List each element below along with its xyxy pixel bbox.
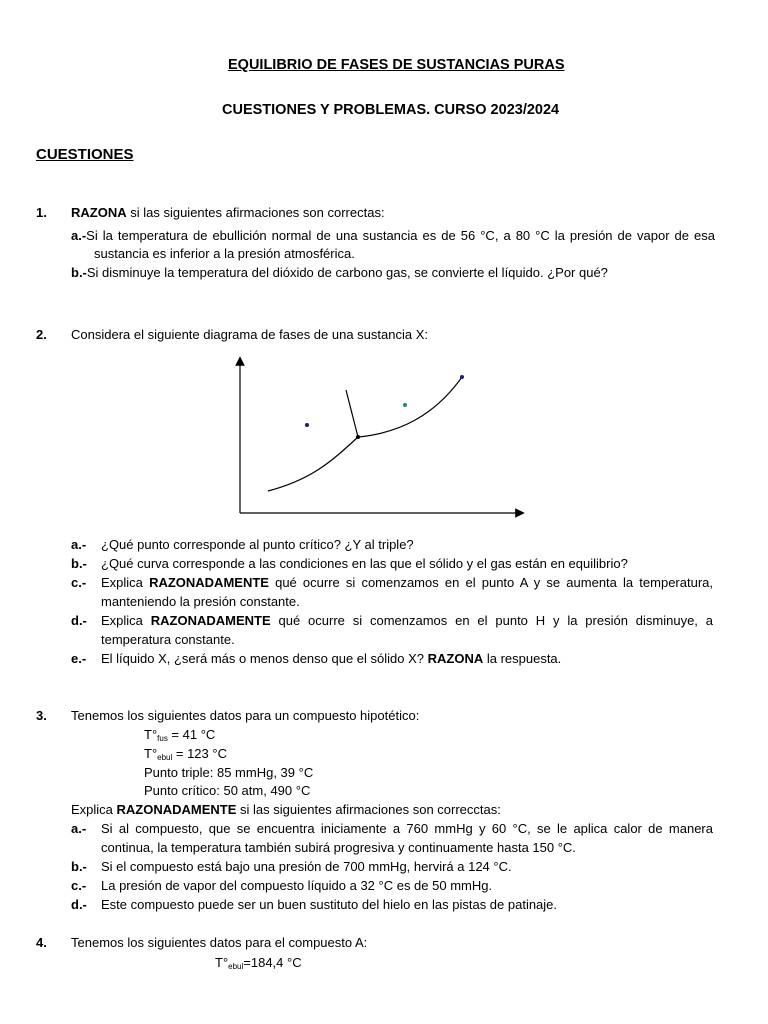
q1-a-label: a.- bbox=[71, 228, 87, 243]
q1-item-b bbox=[71, 265, 608, 280]
q3-b-text: Si el compuesto está bajo una presión de 700 mmHg, hervirá a 124 °C. bbox=[101, 859, 512, 874]
q3-tebul-symbol: T° bbox=[144, 746, 158, 761]
q3-item-a bbox=[71, 821, 86, 836]
q1-b-text: Si disminuye la temperatura del dióxido de carbono gas, se convierte el líquido. ¿Por qué? bbox=[86, 265, 608, 280]
q3-tfus-symbol: T° bbox=[144, 727, 158, 742]
q1-lead bbox=[71, 205, 385, 220]
section-heading: CUESTIONES bbox=[36, 146, 134, 163]
q4-tebul-value: =184,4 °C bbox=[243, 955, 302, 970]
q2-c-line2: manteniendo la presión constante. bbox=[101, 594, 300, 609]
q2-c-post: qué ocurre si comenzamos en el punto A y se aumenta la temperatura, bbox=[268, 575, 713, 590]
q3-a-line2: continua, la temperatura también subirá progresiva y continuamente hasta 150 °C. bbox=[101, 840, 576, 855]
q3-a-line1 bbox=[101, 821, 713, 836]
q3-b-label: b.- bbox=[71, 859, 87, 874]
q2-d-line2: temperatura constante. bbox=[101, 632, 235, 647]
q3-tfus-sub: fus bbox=[157, 734, 168, 743]
q3-critical-point: Punto crítico: 50 atm, 490 °C bbox=[144, 783, 311, 798]
vaporization-curve bbox=[358, 377, 462, 437]
document-subtitle: CUESTIONES Y PROBLEMAS. CURSO 2023/2024 bbox=[222, 102, 560, 118]
triple-point bbox=[356, 435, 360, 439]
q2-a-label: a.- bbox=[71, 537, 87, 552]
q2-d-bold: RAZONADAMENTE bbox=[150, 613, 271, 628]
q3-triple-point: Punto triple: 85 mmHg, 39 °C bbox=[144, 765, 314, 780]
q2-c-pre: Explica bbox=[101, 575, 150, 590]
q1-b-label: b.- bbox=[71, 265, 87, 280]
q2-e-label: e.- bbox=[71, 651, 87, 666]
q4-number: 4. bbox=[36, 935, 47, 950]
q3-number: 3. bbox=[36, 708, 47, 723]
q2-d-label: d.- bbox=[71, 613, 87, 628]
q3-c-text: La presión de vapor del compuesto líquido a 32 °C es de 50 mmHg. bbox=[101, 878, 493, 893]
q2-number: 2. bbox=[36, 327, 47, 342]
q2-e-pre: El líquido X, ¿será más o menos denso que el sólido X? bbox=[101, 651, 428, 666]
q2-c-line1 bbox=[101, 575, 713, 590]
q2-item-e bbox=[71, 651, 86, 666]
q3-tebul bbox=[144, 746, 227, 762]
q2-e-bold: RAZONA bbox=[427, 651, 484, 666]
q3-a-label: a.- bbox=[71, 821, 87, 836]
q1-lead-bold: RAZONA bbox=[71, 205, 127, 220]
q3-explica-pre: Explica bbox=[71, 802, 117, 817]
q3-lead: Tenemos los siguientes datos para un compuesto hipotético: bbox=[71, 708, 420, 723]
critical-point bbox=[460, 375, 464, 379]
q2-item-c bbox=[71, 575, 86, 590]
q2-b-text: ¿Qué curva corresponde a las condiciones en las que el sólido y el gas están en equilibrio? bbox=[101, 556, 628, 571]
document-title: EQUILIBRIO DE FASES DE SUSTANCIAS PURAS bbox=[228, 57, 565, 73]
q2-a-text: ¿Qué punto corresponde al punto crítico? ¿Y al triple? bbox=[101, 537, 414, 552]
q3-item-c bbox=[71, 878, 86, 893]
sublimation-curve bbox=[268, 437, 358, 491]
fusion-curve bbox=[346, 390, 358, 437]
q4-tebul-sub: ebul bbox=[228, 962, 244, 971]
q4-tebul bbox=[215, 955, 302, 971]
q1-number: 1. bbox=[36, 205, 47, 220]
q3-d-label: d.- bbox=[71, 897, 87, 912]
q3-tebul-sub: ebul bbox=[157, 753, 173, 762]
q2-e-text bbox=[101, 651, 561, 666]
point-liquid-region bbox=[403, 403, 407, 407]
q3-tebul-value: = 123 °C bbox=[172, 746, 227, 761]
q3-item-b bbox=[71, 859, 87, 874]
point-solid-region bbox=[305, 423, 309, 427]
q3-item-d bbox=[71, 897, 87, 912]
q3-explica bbox=[71, 802, 501, 817]
q3-a-line1-text: Si al compuesto, que se encuentra iniciamente a 760 mmHg y 60 °C, se le aplica calor de manera bbox=[101, 821, 713, 836]
q2-item-b bbox=[71, 556, 87, 571]
q3-explica-post: si las siguientes afirmaciones son correcctas: bbox=[236, 802, 501, 817]
q2-e-post: la respuesta. bbox=[483, 651, 562, 666]
q1-lead-text: si las siguientes afirmaciones son correctas: bbox=[126, 205, 385, 220]
q2-d-line1 bbox=[101, 613, 713, 628]
q4-tebul-symbol: T° bbox=[215, 955, 229, 970]
q4-lead: Tenemos los siguientes datos para el compuesto A: bbox=[71, 935, 368, 950]
q3-explica-bold: RAZONADAMENTE bbox=[116, 802, 237, 817]
q1-item-a bbox=[71, 228, 715, 243]
q3-c-label: c.- bbox=[71, 878, 87, 893]
q2-d-pre: Explica bbox=[101, 613, 151, 628]
q2-c-bold: RAZONADAMENTE bbox=[149, 575, 269, 590]
q2-lead: Considera el siguiente diagrama de fases de una sustancia X: bbox=[71, 327, 428, 342]
q1-a-line1: Si la temperatura de ebullición normal de una sustancia es de 56 °C, a 80 °C la presión de vapor de esa bbox=[86, 228, 715, 243]
q1-a-line2: sustancia es inferior a la presión atmosférica. bbox=[94, 246, 355, 261]
q2-item-a bbox=[71, 537, 86, 552]
q3-tfus-value: = 41 °C bbox=[167, 727, 216, 742]
q2-item-d bbox=[71, 613, 87, 628]
q2-d-post: qué ocurre si comenzamos en el punto H y la presión disminuye, a bbox=[270, 613, 713, 628]
q2-c-label: c.- bbox=[71, 575, 87, 590]
q3-d-text: Este compuesto puede ser un buen sustituto del hielo en las pistas de patinaje. bbox=[101, 897, 558, 912]
phase-diagram bbox=[230, 355, 530, 525]
q3-tfus bbox=[144, 727, 215, 743]
q2-b-label: b.- bbox=[71, 556, 87, 571]
